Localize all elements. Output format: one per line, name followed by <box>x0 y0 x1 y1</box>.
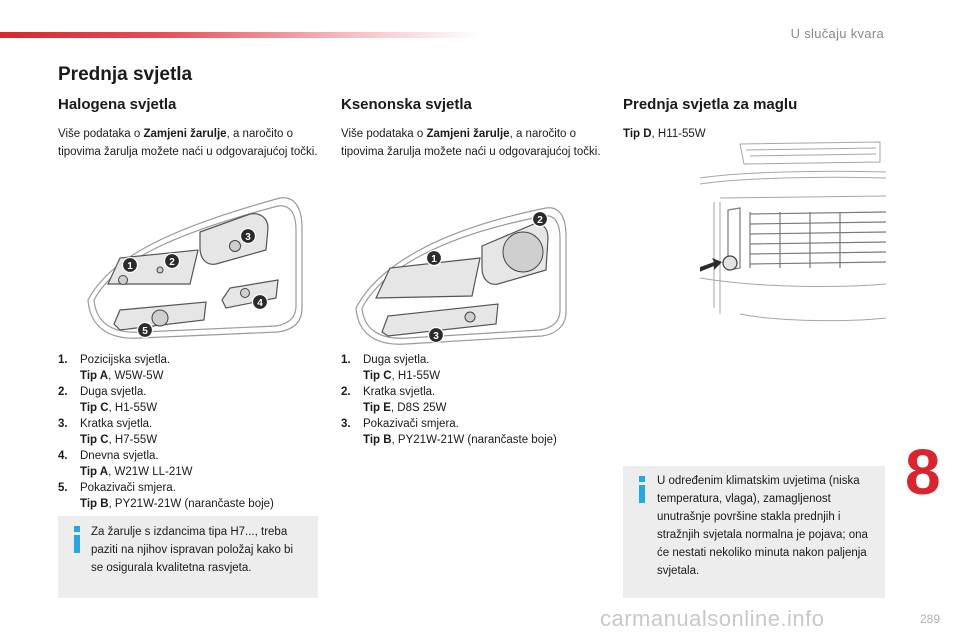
halogen-intro <box>58 125 320 161</box>
item-name: Duga svjetla. <box>363 354 430 366</box>
halogen-callout-4 <box>253 295 268 310</box>
halogen-intro-post: , a naročito o tipovima žarulja možete naći u odgovarajućoj točki. <box>58 128 318 158</box>
info-icon <box>635 476 649 504</box>
item-tip-label: Tip A <box>80 466 109 478</box>
item-tip-label: Tip B <box>80 498 109 510</box>
page-title: Prednja svjetla <box>58 64 193 85</box>
item-number: 4. <box>58 450 68 462</box>
fog-section <box>623 96 885 143</box>
fog-lamp-illustration <box>700 138 886 328</box>
list-item <box>58 480 318 512</box>
item-tip-value: , H7-55W <box>108 434 158 446</box>
item-name: Kratka svjetla. <box>80 418 153 430</box>
svg-text:1: 1 <box>431 254 437 265</box>
item-tip-label: Tip B <box>363 434 392 446</box>
svg-text:5: 5 <box>142 326 148 337</box>
pointer-arrow-icon <box>700 258 722 274</box>
item-tip-value: , W5W-5W <box>108 370 164 382</box>
svg-text:1: 1 <box>127 261 133 272</box>
item-tip-value: , W21W LL-21W <box>108 466 193 478</box>
list-item <box>58 384 318 416</box>
halogen-intro-pre: Više podataka o <box>58 128 144 140</box>
item-name: Pozicijska svjetla. <box>80 354 171 366</box>
fog-tip-label: Tip D <box>623 128 652 140</box>
fog-note-text: U određenim klimatskim uvjetima (niska temperatura, vlaga), zamagljenost unutrašnje površine stakla prednjih i stražnjih svjetala normalna je pojava; ona će nestati nekoliko minuta nakon paljenja svjetala. <box>657 475 868 577</box>
halogen-section <box>58 96 320 161</box>
halogen-intro-link: Zamjeni žarulje <box>143 128 227 140</box>
fog-tip-value: , H11-55W <box>651 128 706 140</box>
halogen-callout-2 <box>165 254 180 269</box>
item-name: Kratka svjetla. <box>363 386 436 398</box>
xenon-heading: Ksenonska svjetla <box>341 96 472 113</box>
xenon-intro <box>341 125 603 161</box>
item-tip-value: , D8S 25W <box>390 402 447 414</box>
svg-text:4: 4 <box>257 298 263 309</box>
list-item <box>58 416 318 448</box>
xenon-intro-link: Zamjeni žarulje <box>426 128 510 140</box>
xenon-callout-3 <box>429 328 444 343</box>
item-name: Pokazivači smjera. <box>363 418 459 430</box>
item-number: 2. <box>341 386 351 398</box>
list-item <box>58 448 318 480</box>
svg-text:2: 2 <box>169 257 175 268</box>
page-number: 289 <box>919 612 940 626</box>
item-tip-value: , H1-55W <box>108 402 158 414</box>
list-item <box>341 416 601 448</box>
item-tip-label: Tip C <box>363 370 392 382</box>
item-tip-label: Tip E <box>363 402 391 414</box>
list-item <box>341 352 601 384</box>
list-item <box>58 352 318 384</box>
item-tip-value: , PY21W-21W (narančaste boje) <box>108 498 274 510</box>
item-number: 2. <box>58 386 68 398</box>
chapter-number: 8 <box>905 436 941 508</box>
xenon-callout-1 <box>427 251 442 266</box>
xenon-bulb-list <box>341 352 601 448</box>
fog-info-note <box>623 466 885 598</box>
halogen-note-text: Za žarulje s izdancima tipa H7..., treba paziti na njihov ispravan položaj kako bi se osigurala kvalitetna rasvjeta. <box>91 526 294 574</box>
chapter-title: U slučaju kvara <box>790 26 884 41</box>
watermark: carmanualsonline.info <box>600 606 825 631</box>
xenon-callout-2 <box>533 212 548 227</box>
fog-lamp-bulb <box>723 256 737 270</box>
halogen-heading: Halogena svjetla <box>58 96 177 113</box>
item-tip-label: Tip C <box>80 434 109 446</box>
item-name: Dnevna svjetla. <box>80 450 159 462</box>
xenon-intro-pre: Više podataka o <box>341 128 427 140</box>
xenon-section <box>341 96 603 161</box>
item-name: Pokazivači smjera. <box>80 482 176 494</box>
item-tip-label: Tip A <box>80 370 109 382</box>
halogen-callout-3 <box>241 229 256 244</box>
info-icon <box>70 526 84 554</box>
halogen-info-note <box>58 516 318 598</box>
header-accent-bar <box>0 32 480 38</box>
item-number: 3. <box>341 418 351 430</box>
xenon-intro-post: , a naročito o tipovima žarulja možete naći u odgovarajućoj točki. <box>341 128 601 158</box>
svg-text:3: 3 <box>433 331 439 342</box>
item-number: 3. <box>58 418 68 430</box>
item-tip-label: Tip C <box>80 402 109 414</box>
halogen-callout-1 <box>123 258 138 273</box>
svg-text:3: 3 <box>245 232 251 243</box>
item-number: 1. <box>341 354 351 366</box>
halogen-callout-5 <box>138 323 153 338</box>
svg-text:2: 2 <box>537 215 543 226</box>
fog-heading: Prednja svjetla za maglu <box>623 96 798 113</box>
item-number: 1. <box>58 354 68 366</box>
xenon-headlamp-illustration <box>350 200 570 350</box>
item-tip-value: , PY21W-21W (narančaste boje) <box>391 434 557 446</box>
list-item <box>341 384 601 416</box>
halogen-bulb-list <box>58 352 318 512</box>
item-number: 5. <box>58 482 68 494</box>
halogen-headlamp-illustration <box>80 188 310 348</box>
item-name: Duga svjetla. <box>80 386 147 398</box>
item-tip-value: , H1-55W <box>391 370 441 382</box>
